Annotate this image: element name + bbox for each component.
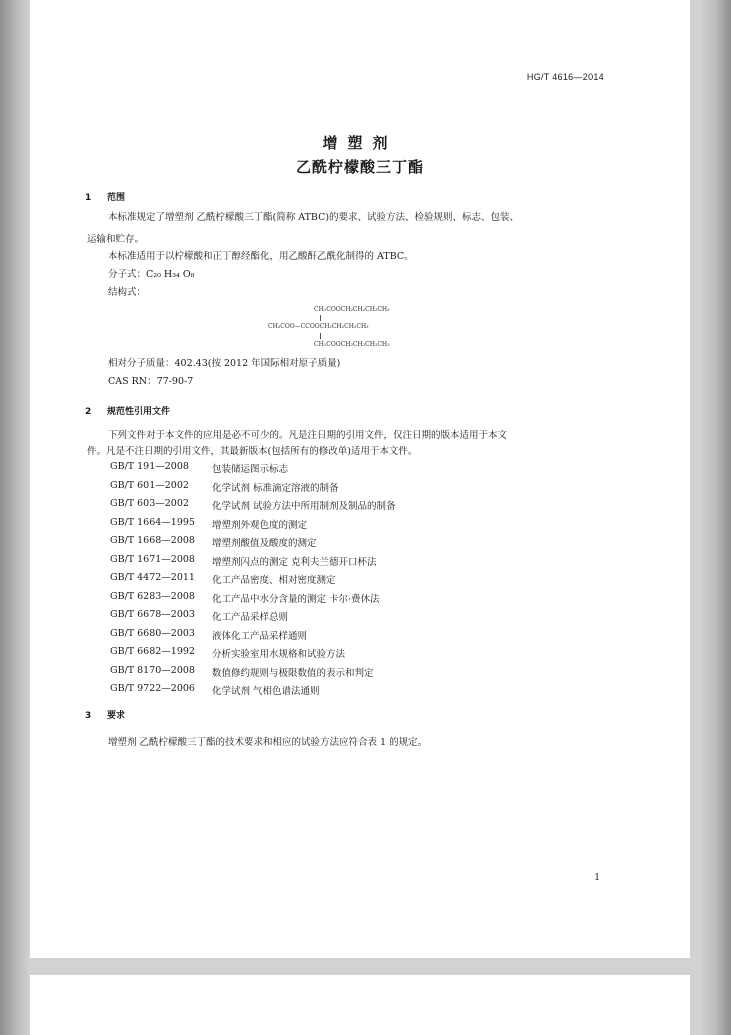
reference-item <box>110 572 630 591</box>
reference-code: GB/T 6283—2008 <box>110 590 195 602</box>
reference-item <box>110 609 630 628</box>
reference-title: 增塑剂酸值及酸度的测定 <box>212 538 317 549</box>
structure-bond-bottom <box>320 333 321 339</box>
reference-code: GB/T 6678—2003 <box>110 609 195 620</box>
reference-title: 化工产品采样总则 <box>212 612 289 623</box>
structure-line-bottom: CH₂COOCH₂CH₂CH₂CH₃ <box>314 341 390 348</box>
reference-title: 增塑剂外观色度的测定 <box>212 519 308 531</box>
reference-list <box>110 461 630 702</box>
reference-code: GB/T 601—2002 <box>110 479 189 491</box>
reference-code: GB/T 191—2008 <box>110 461 189 472</box>
reference-code: GB/T 4472—2011 <box>110 572 195 583</box>
section-title: 规范性引用文件 <box>107 407 171 417</box>
section-title: 范围 <box>107 193 126 203</box>
reference-code: GB/T 6680—2003 <box>110 627 195 639</box>
section-number: 3 <box>85 711 92 721</box>
reference-code: GB/T 1668—2008 <box>110 535 195 546</box>
next-page <box>30 975 690 1035</box>
reference-title: 化学试剂 标准滴定溶液的制备 <box>212 482 339 494</box>
reference-title: 分析实验室用水规格和试验方法 <box>212 649 346 660</box>
scope-paragraph-line1: 本标准规定了增塑剂 乙酰柠檬酸三丁酯(简称 ATBC)的要求、试验方法、检验规则、标志、包装、 <box>108 212 520 223</box>
document-subtitle: 乙酰柠檬酸三丁酯 <box>295 158 424 176</box>
reference-item <box>110 683 630 702</box>
section-heading-scope <box>85 190 125 203</box>
reference-item <box>110 517 630 536</box>
page-number: 1 <box>594 873 600 883</box>
references-intro-line2: 件。凡是不注日期的引用文件，其最新版本(包括所有的修改单)适用于本文件。 <box>87 446 418 457</box>
reference-item <box>110 665 630 684</box>
reference-code: GB/T 6682—1992 <box>110 646 195 657</box>
section-title: 要求 <box>107 711 126 721</box>
document-number: HG/T 4616—2014 <box>526 72 604 82</box>
scope-paragraph-line2: 运输和贮存。 <box>87 234 145 245</box>
reference-item <box>110 554 630 573</box>
reference-title: 液体化工产品采样通则 <box>212 630 308 642</box>
reference-item <box>110 461 630 480</box>
reference-item <box>110 591 630 610</box>
reference-title: 数值修约规则与极限数值的表示和判定 <box>212 667 374 679</box>
reference-title: 化工产品密度、相对密度测定 <box>212 575 336 586</box>
structural-formula-label: 结构式： <box>108 287 147 298</box>
molar-mass: 相对分子质量：402.43(按 2012 年国际相对原子质量) <box>108 358 341 369</box>
molecular-formula: 分子式：C₂₀ H₃₄ O₈ <box>108 269 195 280</box>
requirements-paragraph: 增塑剂 乙酰柠檬酸三丁酯的技术要求和相应的试验方法应符合表 1 的规定。 <box>108 737 428 748</box>
reference-title: 化工产品中水分含量的测定 卡尔·费休法 <box>212 593 380 605</box>
reference-title: 化学试剂 气相色谱法通则 <box>212 686 320 697</box>
reference-code: GB/T 9722—2006 <box>110 683 195 694</box>
document-title: 增塑剂 <box>322 134 398 152</box>
reference-item <box>110 480 630 499</box>
reference-code: GB/T 1671—2008 <box>110 553 195 565</box>
reference-title: 化学试剂 试验方法中所用制剂及制品的制备 <box>212 501 396 512</box>
section-number: 1 <box>85 193 92 203</box>
reference-code: GB/T 8170—2008 <box>110 664 195 676</box>
document-page <box>30 0 690 958</box>
section-number: 2 <box>85 407 92 417</box>
section-heading-requirements <box>85 708 125 721</box>
reference-code: GB/T 603—2002 <box>110 498 189 509</box>
structure-bond-top <box>320 315 321 321</box>
reference-title: 包装储运图示标志 <box>212 464 289 475</box>
reference-item <box>110 498 630 517</box>
structure-line-middle: CH₃COO—CCOOCH₂CH₂CH₂CH₃ <box>268 323 369 330</box>
section-heading-references <box>85 404 170 417</box>
reference-item <box>110 646 630 665</box>
scope-applicability: 本标准适用于以柠檬酸和正丁醇经酯化，用乙酸酐乙酰化制得的 ATBC。 <box>108 251 414 262</box>
reference-title: 增塑剂闪点的测定 克利夫兰德开口杯法 <box>212 556 377 568</box>
reference-code: GB/T 1664—1995 <box>110 516 195 528</box>
reference-item <box>110 535 630 554</box>
references-intro-line1: 下列文件对于本文件的应用是必不可少的。凡是注日期的引用文件，仅注日期的版本适用于本文 <box>108 430 508 441</box>
reference-item <box>110 628 630 647</box>
cas-number: CAS RN：77-90-7 <box>108 376 194 387</box>
structure-line-top: CH₂COOCH₂CH₂CH₂CH₃ <box>314 306 390 313</box>
